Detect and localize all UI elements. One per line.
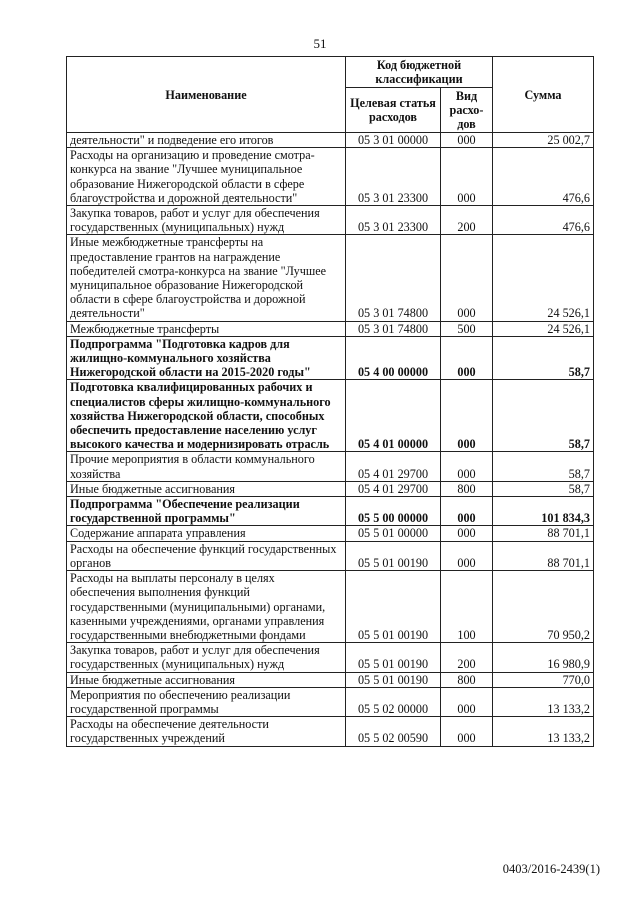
row-name: Расходы на организацию и проведение смотра-конкурса на звание "Лучшее муниципальное образование Нижегородской области в сфере благоустройства и дорожной деятельности" [67,148,346,206]
table-row [67,452,594,481]
header-code-group: Код бюджетной классификации [346,57,493,88]
row-expense-type: 000 [441,133,493,148]
row-name: Расходы на обеспечение деятельности государственных учреждений [67,717,346,746]
row-name: Иные бюджетные ассигнования [67,672,346,687]
table-row [67,235,594,321]
row-expense-type: 000 [441,336,493,380]
table-row [67,206,594,235]
table-row [67,571,594,643]
row-target-code: 05 3 01 74800 [346,321,441,336]
row-target-code: 05 4 00 00000 [346,336,441,380]
row-expense-type: 000 [441,526,493,541]
row-target-code: 05 5 02 00590 [346,717,441,746]
row-sum: 476,6 [493,206,594,235]
table-body [67,133,594,747]
row-target-code: 05 3 01 23300 [346,148,441,206]
table-row [67,133,594,148]
header-target: Целевая статья расходов [346,88,441,133]
row-name: Подпрограмма "Подготовка кадров для жилищно-коммунального хозяйства Нижегородской области на 2015-2020 годы" [67,336,346,380]
row-expense-type: 800 [441,672,493,687]
header-sum: Сумма [493,57,594,133]
table-row [67,672,594,687]
page-number: 51 [313,36,327,51]
row-sum: 58,7 [493,481,594,496]
row-name: Подготовка квалифицированных рабочих и специалистов сферы жилищно-коммунального хозяйства Нижегородской области, способных обеспечить предоставление населению услуг высокого качества и модернизировать отрасль [67,380,346,452]
row-expense-type: 000 [441,717,493,746]
row-target-code: 05 5 01 00190 [346,541,441,570]
row-target-code: 05 5 02 00000 [346,687,441,716]
row-name: Подпрограмма "Обеспечение реализации государственной программы" [67,497,346,526]
row-target-code: 05 4 01 00000 [346,380,441,452]
row-sum: 13 133,2 [493,687,594,716]
row-sum: 476,6 [493,148,594,206]
row-name: Закупка товаров, работ и услуг для обеспечения государственных (муниципальных) нужд [67,206,346,235]
row-name: деятельности" и подведение его итогов [67,133,346,148]
table-row [67,336,594,380]
row-name: Закупка товаров, работ и услуг для обеспечения государственных (муниципальных) нужд [67,643,346,672]
row-expense-type: 100 [441,571,493,643]
row-expense-type: 000 [441,235,493,321]
table-row [67,148,594,206]
table-row [67,717,594,746]
row-target-code: 05 5 01 00000 [346,526,441,541]
row-name: Расходы на обеспечение функций государственных органов [67,541,346,570]
row-expense-type: 800 [441,481,493,496]
row-sum: 58,7 [493,452,594,481]
row-name: Мероприятия по обеспечению реализации государственной программы [67,687,346,716]
row-expense-type: 200 [441,643,493,672]
header-name: Наименование [67,57,346,133]
row-sum: 24 526,1 [493,321,594,336]
table-row [67,380,594,452]
row-target-code: 05 5 01 00190 [346,672,441,687]
row-sum: 88 701,1 [493,541,594,570]
row-expense-type: 000 [441,148,493,206]
row-sum: 88 701,1 [493,526,594,541]
row-expense-type: 000 [441,380,493,452]
row-sum: 16 980,9 [493,643,594,672]
row-target-code: 05 3 01 23300 [346,206,441,235]
row-expense-type: 000 [441,497,493,526]
table-header [67,57,594,133]
row-target-code: 05 3 01 00000 [346,133,441,148]
row-target-code: 05 5 01 00190 [346,643,441,672]
row-sum: 24 526,1 [493,235,594,321]
row-sum: 58,7 [493,380,594,452]
header-type: Вид расхо-дов [441,88,493,133]
table-row [67,497,594,526]
budget-table [66,56,594,747]
row-sum: 25 002,7 [493,133,594,148]
row-sum: 58,7 [493,336,594,380]
row-target-code: 05 3 01 74800 [346,235,441,321]
row-name: Прочие мероприятия в области коммунального хозяйства [67,452,346,481]
row-expense-type: 200 [441,206,493,235]
row-sum: 70 950,2 [493,571,594,643]
row-expense-type: 000 [441,541,493,570]
row-name: Расходы на выплаты персоналу в целях обеспечения выполнения функций государственными (муниципальными) органами, казенными учреждениями, органами управления государственными внебюджетными фондами [67,571,346,643]
row-sum: 101 834,3 [493,497,594,526]
row-sum: 13 133,2 [493,717,594,746]
row-name: Иные бюджетные ассигнования [67,481,346,496]
row-name: Межбюджетные трансферты [67,321,346,336]
table-row [67,687,594,716]
row-expense-type: 500 [441,321,493,336]
table-row [67,321,594,336]
table-row [67,643,594,672]
table-row [67,541,594,570]
row-expense-type: 000 [441,687,493,716]
row-target-code: 05 4 01 29700 [346,452,441,481]
row-expense-type: 000 [441,452,493,481]
row-target-code: 05 5 01 00190 [346,571,441,643]
row-target-code: 05 4 01 29700 [346,481,441,496]
table-row [67,526,594,541]
row-sum: 770,0 [493,672,594,687]
row-target-code: 05 5 00 00000 [346,497,441,526]
document-id: 0403/2016-2439(1) [502,862,600,876]
row-name: Содержание аппарата управления [67,526,346,541]
row-name: Иные межбюджетные трансферты на предоставление грантов на награждение победителей смотра-конкурса на звание "Лучшее муниципальное образование Нижегородской области в сфере благоустройства и дорожной деятельности" [67,235,346,321]
table-row [67,481,594,496]
